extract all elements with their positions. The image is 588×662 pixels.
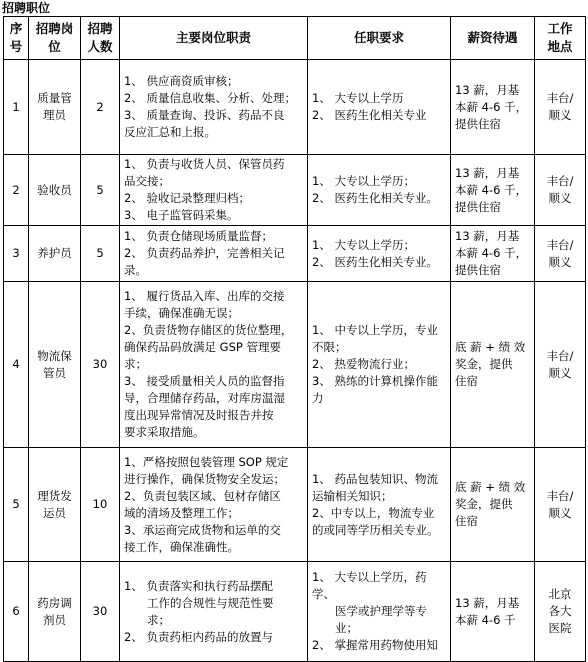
cell-requirements-line: 力	[312, 391, 324, 405]
table-row	[4, 155, 586, 226]
cell-duties-line: 1、严格按照包装管理 SOP 规定	[124, 454, 289, 469]
cell-count: 30	[81, 282, 120, 448]
cell-position-line: 验收员	[37, 182, 72, 197]
cell-count: 2	[81, 60, 120, 155]
header-cell-duties: 主要岗位职责	[120, 17, 308, 60]
cell-requirements	[308, 448, 451, 562]
cell-requirements	[308, 226, 451, 282]
header-cell-requirements: 任职要求	[308, 17, 451, 60]
cell-position-line: 运员	[43, 505, 66, 520]
cell-salary-line: 奖金，提供	[455, 497, 513, 511]
cell-position-line: 养护员	[37, 246, 72, 260]
cell-duties-line: 求；	[124, 612, 170, 627]
cell-duties-line: 3、 电子监管码采集。	[124, 208, 239, 222]
cell-requirements-line: 2、 掌握常用药物使用知	[312, 638, 438, 652]
cell-salary	[451, 282, 535, 448]
cell-position-line: 管员	[43, 365, 66, 380]
cell-duties-line: 接工作，确保准确性。	[124, 539, 239, 554]
cell-duties-line: 2、负责货物存储区的货位整理，	[124, 323, 293, 337]
page-title: 招聘职位	[2, 1, 51, 15]
cell-duties-line: 2、 负责药柜内药品的放置与	[124, 629, 273, 644]
cell-position-line: 药房调	[37, 595, 72, 610]
cell-duties-line: 1、 负责与收货人员、保管员药	[124, 157, 285, 171]
cell-count: 30	[81, 562, 120, 662]
cell-requirements-line: 1、 大专以上学历；	[312, 174, 415, 188]
cell-count: 10	[81, 448, 120, 562]
cell-salary-line: 13 薪，月基	[455, 229, 520, 243]
cell-duties-line: 工作的合规性与规范性要	[124, 595, 274, 610]
cell-duties	[120, 226, 308, 282]
cell-seq: 4	[4, 282, 29, 448]
cell-position-line: 理货发	[37, 488, 72, 503]
cell-salary-line: 13 薪，月基	[455, 82, 520, 97]
cell-salary-line: 底 薪 + 绩 效	[455, 480, 526, 494]
cell-requirements-line: 3、 熟练的计算机操作能	[312, 374, 438, 388]
cell-position	[29, 60, 81, 155]
cell-position	[29, 282, 81, 448]
cell-salary	[451, 448, 535, 562]
cell-duties-line: 2、 验收记录整理归档；	[124, 191, 250, 205]
cell-seq: 2	[4, 155, 29, 226]
cell-location-line: 顺义	[548, 108, 572, 122]
cell-location-line: 顺义	[548, 191, 572, 205]
cell-location-line: 顺义	[548, 365, 572, 380]
cell-requirements-line: 1、 中专以上学历，专业	[312, 323, 438, 337]
cell-duties-line: 反应汇总和上报。	[124, 125, 216, 139]
cell-salary-line: 提供住宿	[455, 116, 501, 131]
cell-duties	[120, 282, 308, 448]
cell-duties-line: 1、 供应商资质审核；	[124, 74, 239, 88]
cell-location-line: 顺义	[548, 505, 572, 520]
table-row	[4, 448, 586, 562]
cell-requirements-line: 1、 大专以上学历；	[312, 237, 415, 252]
cell-position	[29, 155, 81, 226]
header-cell-location: 工作 地点	[535, 17, 586, 60]
cell-duties-line: 3、 质量查询、投诉、药品不良	[124, 108, 285, 122]
cell-requirements-line: 的或同等学历相关专业。	[312, 522, 439, 537]
cell-duties-line: 求；	[124, 357, 147, 371]
cell-salary	[451, 155, 535, 226]
cell-seq: 3	[4, 226, 29, 282]
cell-salary-line: 13 薪，月基	[455, 165, 520, 180]
cell-requirements-line: 1、 大专以上学历，药学、	[312, 570, 427, 601]
cell-requirements-line: 不限；	[312, 340, 347, 354]
cell-location-line: 顺义	[548, 254, 572, 269]
header-row	[4, 17, 586, 60]
cell-location	[535, 60, 586, 155]
cell-requirements-line: 业；	[312, 621, 358, 635]
cell-requirements-line: 1、 药品包装知识、物流	[312, 471, 438, 486]
positions-table	[3, 16, 586, 662]
header-cell-salary: 薪资待遇	[451, 17, 535, 60]
cell-location-line: 丰台/	[546, 174, 574, 188]
cell-seq: 1	[4, 60, 29, 155]
cell-requirements-line: 2、 热爱物流行业；	[312, 357, 415, 371]
cell-duties-line: 录。	[124, 263, 147, 277]
cell-duties-line: 确保药品码放满足 GSP 管理要	[124, 340, 281, 354]
cell-requirements-line: 2、 医药生化相关专业	[312, 108, 427, 122]
cell-salary-line: 本薪 4-6 千，	[455, 246, 528, 260]
cell-duties-line: 品交接；	[124, 174, 170, 188]
cell-position	[29, 562, 81, 662]
cell-requirements-line: 2、 医药生化相关专业。	[312, 254, 438, 269]
cell-duties	[120, 448, 308, 562]
cell-location	[535, 226, 586, 282]
cell-salary-line: 提供住宿	[455, 263, 501, 277]
cell-salary-line: 底 薪 + 绩 效	[455, 340, 526, 354]
cell-duties	[120, 60, 308, 155]
cell-salary-line: 住宿	[455, 514, 478, 528]
cell-position-line: 剂员	[43, 612, 66, 627]
cell-requirements-line: 1、 大专以上学历	[312, 91, 404, 105]
cell-duties-line: 手续，确保准确无误；	[124, 306, 239, 320]
cell-salary-line: 住宿	[455, 374, 478, 388]
cell-requirements	[308, 155, 451, 226]
cell-position-line: 质量管	[37, 91, 72, 105]
cell-duties-line: 进行操作，确保货物安全发运；	[124, 471, 285, 486]
header-cell-position: 招聘岗 位	[29, 17, 81, 60]
cell-salary-line: 本薪 4-6 千，	[455, 182, 528, 197]
cell-duties-line: 域的清场及整理工作；	[124, 505, 239, 520]
cell-requirements-line: 2、中专以上，物流专业	[312, 505, 435, 520]
cell-duties-line: 3、 接受质量相关人员的监督指	[124, 374, 285, 388]
cell-requirements-line: 2、 医药生化相关专业。	[312, 191, 438, 205]
cell-location-line: 北京	[548, 587, 572, 601]
table-row	[4, 226, 586, 282]
cell-position-line: 物流保	[37, 348, 72, 363]
cell-duties-line: 度出现异常情况及时报告并按	[124, 408, 274, 422]
cell-seq: 5	[4, 448, 29, 562]
cell-duties	[120, 155, 308, 226]
cell-duties-line: 3、承运商完成货物和运单的交	[124, 522, 281, 537]
cell-location-line: 医院	[548, 621, 572, 635]
cell-location	[535, 448, 586, 562]
cell-duties-line: 2、负责包装区域、包材存储区	[124, 488, 281, 503]
table-row	[4, 562, 586, 662]
header-cell-count: 招聘 人数	[81, 17, 120, 60]
cell-requirements	[308, 562, 451, 662]
cell-salary-line: 13 薪，月基	[455, 595, 520, 610]
cell-requirements	[308, 282, 451, 448]
cell-position	[29, 226, 81, 282]
cell-position-line: 理员	[43, 108, 66, 122]
cell-count: 5	[81, 226, 120, 282]
cell-requirements	[308, 60, 451, 155]
cell-salary	[451, 60, 535, 155]
cell-requirements-line: 运输相关知识；	[312, 488, 393, 503]
cell-position	[29, 448, 81, 562]
cell-salary-line: 提供住宿	[455, 199, 501, 214]
cell-requirements-line: 医学或护理学等专	[312, 604, 427, 618]
cell-duties-line: 要求采取措施。	[124, 425, 205, 439]
cell-location-line: 丰台/	[546, 348, 574, 363]
cell-salary-line: 本薪 4-6 千	[455, 612, 516, 627]
cell-location-line: 丰台/	[546, 488, 574, 503]
cell-location-line: 丰台/	[546, 237, 574, 252]
cell-salary	[451, 226, 535, 282]
cell-duties	[120, 562, 308, 662]
cell-duties-line: 1、 负责仓储现场质量监督；	[124, 229, 273, 243]
cell-location	[535, 155, 586, 226]
cell-location-line: 各大	[548, 604, 572, 618]
cell-location-line: 丰台/	[546, 91, 574, 105]
cell-duties-line: 1、 负责落实和执行药品摆配	[124, 578, 273, 593]
cell-duties-line: 导，合理储存药品，对库房温湿	[124, 391, 285, 405]
cell-seq: 6	[4, 562, 29, 662]
cell-location	[535, 562, 586, 662]
cell-salary	[451, 562, 535, 662]
header-cell-seq: 序 号	[4, 17, 29, 60]
cell-duties-line: 2、 质量信息收集、分析、处理；	[124, 91, 296, 105]
cell-duties-line: 2、 负责药品养护，完善相关记	[124, 246, 285, 260]
cell-salary-line: 奖金，提供	[455, 357, 513, 371]
cell-location	[535, 282, 586, 448]
table-row	[4, 282, 586, 448]
table-row	[4, 60, 586, 155]
cell-salary-line: 本薪 4-6 千，	[455, 99, 528, 114]
cell-count: 5	[81, 155, 120, 226]
cell-duties-line: 1、 履行货品入库、出库的交接	[124, 289, 285, 303]
